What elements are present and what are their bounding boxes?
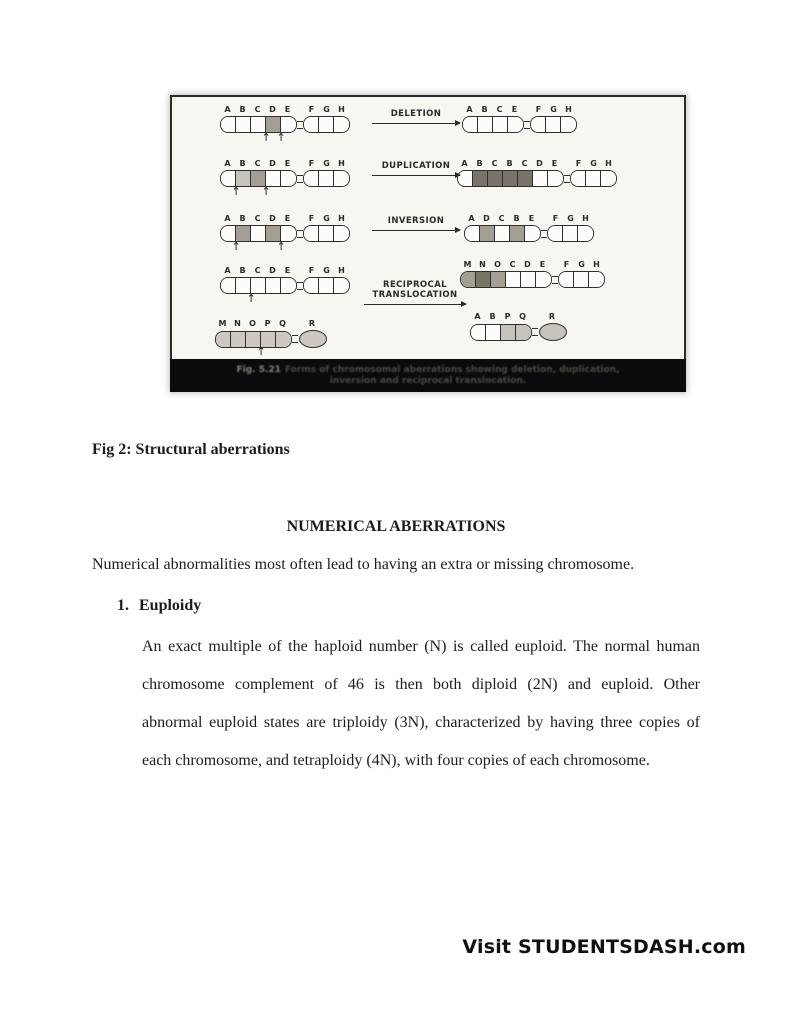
- chromosome-segment: [508, 117, 523, 132]
- segment-label: B: [513, 214, 520, 223]
- break-point-arrow-icon: ↑: [256, 345, 266, 358]
- chromosome-segment: [221, 117, 236, 132]
- paragraph-line: chromosome complement of 46 is then both diploid (2N) and euploid. Other: [142, 676, 700, 693]
- chromosome-duplication-source: [220, 159, 350, 198]
- chromosome-segment: [221, 171, 236, 186]
- segment-label: B: [476, 159, 483, 168]
- chromosome-segment: [266, 117, 281, 132]
- segment-labels: [457, 159, 617, 169]
- segment-label: E: [284, 266, 291, 275]
- chromosome-segment: [251, 278, 266, 293]
- section-heading: NUMERICAL ABERRATIONS: [286, 518, 506, 535]
- process-label: DUPLICATION: [381, 161, 451, 171]
- right-arrow-icon: [372, 123, 460, 124]
- chromosome-segment: [319, 171, 334, 186]
- segment-label: F: [535, 105, 542, 114]
- chromosome-segment: [574, 272, 589, 287]
- segment-label: G: [323, 105, 330, 114]
- segment-labels: [462, 105, 577, 115]
- chromosome-segment: [488, 171, 503, 186]
- chromosome-segment: [503, 171, 518, 186]
- chromosome-segment: [476, 272, 491, 287]
- chromosome-segment: [478, 117, 493, 132]
- segment-label: B: [489, 312, 496, 321]
- chromosome-segment: [266, 226, 281, 241]
- centromere: [292, 335, 298, 343]
- chromosome-arm: [457, 170, 564, 187]
- process-label: INVERSION: [387, 216, 445, 226]
- segment-label: E: [528, 214, 535, 223]
- chromosome-segment: [563, 226, 578, 241]
- segment-labels: [464, 214, 594, 224]
- chromosome-arm: [303, 225, 350, 242]
- chromosome-arm: [530, 116, 577, 133]
- chromosome-arm: [215, 331, 292, 348]
- chromosome-segment: [521, 272, 536, 287]
- chromosome-segment: [236, 171, 251, 186]
- chromosome-segment: [506, 272, 521, 287]
- chromosome-segment: [236, 278, 251, 293]
- chromosome-deletion-result: [462, 105, 577, 133]
- segment-label: C: [254, 159, 261, 168]
- segment-label: F: [563, 260, 570, 269]
- chromosome-translocation-source-1: [220, 266, 350, 305]
- chromosome-segment: [531, 117, 546, 132]
- segment-label: E: [284, 214, 291, 223]
- segment-label: D: [536, 159, 543, 168]
- chromosome-segment: [501, 325, 516, 340]
- break-point-arrow-icon: ↑: [276, 131, 286, 144]
- segment-label: M: [218, 319, 227, 328]
- chromosome-satellite: [299, 330, 327, 348]
- segment-label: Q: [519, 312, 526, 321]
- segment-label: E: [539, 260, 546, 269]
- segment-label: D: [269, 214, 276, 223]
- segment-label: P: [504, 312, 511, 321]
- process-arrow-deletion: [372, 109, 460, 124]
- chromosome-segment: [586, 171, 601, 186]
- segment-label: B: [239, 105, 246, 114]
- segment-label: G: [550, 105, 557, 114]
- chromosome-segment: [516, 325, 531, 340]
- chromosome-segment: [525, 226, 540, 241]
- figure-canvas: [172, 97, 684, 359]
- chromosome-segment: [548, 171, 563, 186]
- segment-label: R: [548, 312, 556, 321]
- segment-labels: [460, 260, 605, 270]
- segment-label: C: [509, 260, 516, 269]
- segment-label: C: [254, 214, 261, 223]
- segment-label: E: [284, 105, 291, 114]
- segment-label: D: [524, 260, 531, 269]
- segment-label: E: [551, 159, 558, 168]
- chromosome-segment: [334, 226, 349, 241]
- segment-label: A: [224, 105, 231, 114]
- segment-label: A: [461, 159, 468, 168]
- segment-label: G: [578, 260, 585, 269]
- segment-labels: [220, 159, 350, 169]
- segment-label: Q: [279, 319, 286, 328]
- chromosome-segment: [546, 117, 561, 132]
- chromosome-segment: [281, 117, 296, 132]
- segment-labels: [220, 214, 350, 224]
- chromosome-segment: [319, 278, 334, 293]
- chromosome-segment: [578, 226, 593, 241]
- paragraph-line: each chromosome, and tetraploidy (4N), with four copies of each chromosome.: [142, 752, 650, 769]
- segment-label: B: [506, 159, 513, 168]
- segment-labels: [220, 105, 350, 115]
- segment-labels: [215, 319, 327, 329]
- chromosome-arm: [303, 116, 350, 133]
- chromosome-arm: [464, 225, 541, 242]
- segment-label: F: [308, 214, 315, 223]
- right-arrow-icon: [372, 230, 460, 231]
- segment-label: C: [491, 159, 498, 168]
- chromosome-segment: [473, 171, 488, 186]
- segment-label: H: [605, 159, 612, 168]
- chromosome-segment: [480, 226, 495, 241]
- process-arrow-reciprocal-translocation: [364, 280, 466, 305]
- segment-label: A: [466, 105, 473, 114]
- chromosome-segment: [589, 272, 604, 287]
- segment-label: B: [481, 105, 488, 114]
- segment-label: H: [338, 214, 345, 223]
- chromosome-arm: [470, 324, 532, 341]
- segment-label: G: [323, 159, 330, 168]
- chromosome-segment: [281, 278, 296, 293]
- segment-label: N: [479, 260, 486, 269]
- segment-label: H: [565, 105, 572, 114]
- figure-caption-body: Forms of chromosomal aberrations showing deletion, duplication, inversion and reciprocal translocation.: [284, 364, 620, 386]
- process-label: DELETION: [390, 109, 442, 119]
- chromosome-segment: [266, 171, 281, 186]
- break-point-arrow-icon: ↑: [261, 185, 271, 198]
- structural-aberrations-figure: [170, 95, 686, 392]
- break-point-arrow-icon: ↑: [276, 240, 286, 253]
- segment-label: B: [239, 266, 246, 275]
- segment-label: F: [308, 266, 315, 275]
- chromosome-segment: [561, 117, 576, 132]
- chromosome-translocation-result-1: [460, 260, 605, 288]
- chromosome-arm: [303, 170, 350, 187]
- chromosome-segment: [281, 226, 296, 241]
- chromosome-duplication-result: [457, 159, 617, 187]
- segment-label: H: [593, 260, 600, 269]
- chromosome-segment: [221, 278, 236, 293]
- chromosome-segment: [533, 171, 548, 186]
- segment-label: F: [308, 105, 315, 114]
- right-arrow-icon: [372, 175, 460, 176]
- chromosome-segment: [463, 117, 478, 132]
- chromosome-segment: [276, 332, 291, 347]
- chromosome-arm: [558, 271, 605, 288]
- segment-label: H: [582, 214, 589, 223]
- segment-label: R: [308, 319, 316, 328]
- segment-label: D: [269, 266, 276, 275]
- segment-label: A: [224, 159, 231, 168]
- chromosome-arm: [570, 170, 617, 187]
- segment-label: C: [254, 266, 261, 275]
- chromosome-arm: [303, 277, 350, 294]
- segment-label: M: [463, 260, 472, 269]
- list-number: 1.: [117, 597, 129, 614]
- chromosome-segment: [304, 117, 319, 132]
- chromosome-segment: [216, 332, 231, 347]
- list-title: Euploidy: [139, 597, 202, 614]
- segment-label: F: [575, 159, 582, 168]
- segment-label: O: [249, 319, 256, 328]
- segment-label: C: [254, 105, 261, 114]
- chromosome-segment: [536, 272, 551, 287]
- chromosome-segment: [471, 325, 486, 340]
- chromosome-segment: [495, 226, 510, 241]
- break-point-arrow-icon: ↑: [261, 131, 271, 144]
- segment-labels: [470, 312, 567, 322]
- chromosome-segment: [231, 332, 246, 347]
- break-point-arrow-icon: ↑: [231, 240, 241, 253]
- chromosome-segment: [334, 117, 349, 132]
- chromosome-inversion-source: [220, 214, 350, 253]
- chromosome-segment: [601, 171, 616, 186]
- segment-label: C: [496, 105, 503, 114]
- segment-label: G: [590, 159, 597, 168]
- centromere: [532, 328, 538, 336]
- segment-label: D: [269, 159, 276, 168]
- chromosome-deletion-source: [220, 105, 350, 144]
- segment-label: P: [264, 319, 271, 328]
- segment-label: G: [323, 266, 330, 275]
- paragraph-line: An exact multiple of the haploid number (N) is called euploid. The normal human: [142, 638, 700, 655]
- segment-label: D: [483, 214, 490, 223]
- segment-label: G: [323, 214, 330, 223]
- chromosome-segment: [493, 117, 508, 132]
- process-label: TRANSLOCATION: [372, 290, 458, 300]
- chromosome-segment: [251, 117, 266, 132]
- chromosome-segment: [334, 278, 349, 293]
- figure-caption-bar: [170, 359, 686, 392]
- segment-label: A: [474, 312, 481, 321]
- figure-number: Fig. 5.21: [236, 364, 281, 375]
- chromosome-translocation-result-2: [470, 312, 567, 341]
- chromosome-segment: [510, 226, 525, 241]
- segment-label: H: [338, 159, 345, 168]
- chromosome-segment: [559, 272, 574, 287]
- break-point-arrow-icon: ↑: [231, 185, 241, 198]
- euploidy-paragraph: [142, 628, 700, 780]
- chromosome-segment: [319, 226, 334, 241]
- chromosome-arm: [462, 116, 524, 133]
- chromosome-segment: [334, 171, 349, 186]
- segment-label: H: [338, 266, 345, 275]
- chromosome-segment: [281, 171, 296, 186]
- chromosome-translocation-source-2: [215, 319, 327, 358]
- intro-paragraph: Numerical abnormalities most often lead to having an extra or missing chromosome.: [92, 556, 635, 573]
- segment-label: F: [552, 214, 559, 223]
- figure-caption: [227, 365, 629, 387]
- process-arrow-duplication: [372, 161, 460, 176]
- segment-label: O: [494, 260, 501, 269]
- segment-label: N: [234, 319, 241, 328]
- segment-label: D: [269, 105, 276, 114]
- chromosome-segment: [486, 325, 501, 340]
- chromosome-segment: [236, 226, 251, 241]
- list-item-euploidy: [117, 597, 201, 615]
- chromosome-segment: [236, 117, 251, 132]
- chromosome-segment: [518, 171, 533, 186]
- segment-label: E: [511, 105, 518, 114]
- process-arrow-inversion: [372, 216, 460, 231]
- chromosome-arm: [547, 225, 594, 242]
- segment-label: C: [521, 159, 528, 168]
- chromosome-segment: [304, 278, 319, 293]
- chromosome-segment: [319, 117, 334, 132]
- segment-label: E: [284, 159, 291, 168]
- chromosome-arm: [220, 277, 297, 294]
- chromosome-segment: [304, 226, 319, 241]
- chromosome-arm: [460, 271, 552, 288]
- segment-label: A: [468, 214, 475, 223]
- paragraph-line: abnormal euploid states are triploidy (3N), characterized by having three copies of: [142, 714, 700, 731]
- segment-label: G: [567, 214, 574, 223]
- segment-label: F: [308, 159, 315, 168]
- segment-label: A: [224, 214, 231, 223]
- chromosome-segment: [571, 171, 586, 186]
- break-point-arrow-icon: ↑: [246, 292, 256, 305]
- segment-labels: [220, 266, 350, 276]
- process-label: RECIPROCAL: [383, 280, 447, 290]
- chromosome-segment: [251, 226, 266, 241]
- footer-watermark: Visit STUDENTSDASH.com: [462, 936, 746, 958]
- segment-label: H: [338, 105, 345, 114]
- fig2-caption: Fig 2: Structural aberrations: [92, 441, 290, 458]
- chromosome-segment: [465, 226, 480, 241]
- right-arrow-icon: [364, 304, 466, 305]
- chromosome-segment: [221, 226, 236, 241]
- segment-label: B: [239, 159, 246, 168]
- segment-label: B: [239, 214, 246, 223]
- chromosome-segment: [491, 272, 506, 287]
- chromosome-satellite: [539, 323, 567, 341]
- segment-label: A: [224, 266, 231, 275]
- chromosome-segment: [548, 226, 563, 241]
- chromosome-inversion-result: [464, 214, 594, 242]
- segment-label: C: [498, 214, 505, 223]
- chromosome-segment: [304, 171, 319, 186]
- chromosome-segment: [251, 171, 266, 186]
- chromosome-segment: [266, 278, 281, 293]
